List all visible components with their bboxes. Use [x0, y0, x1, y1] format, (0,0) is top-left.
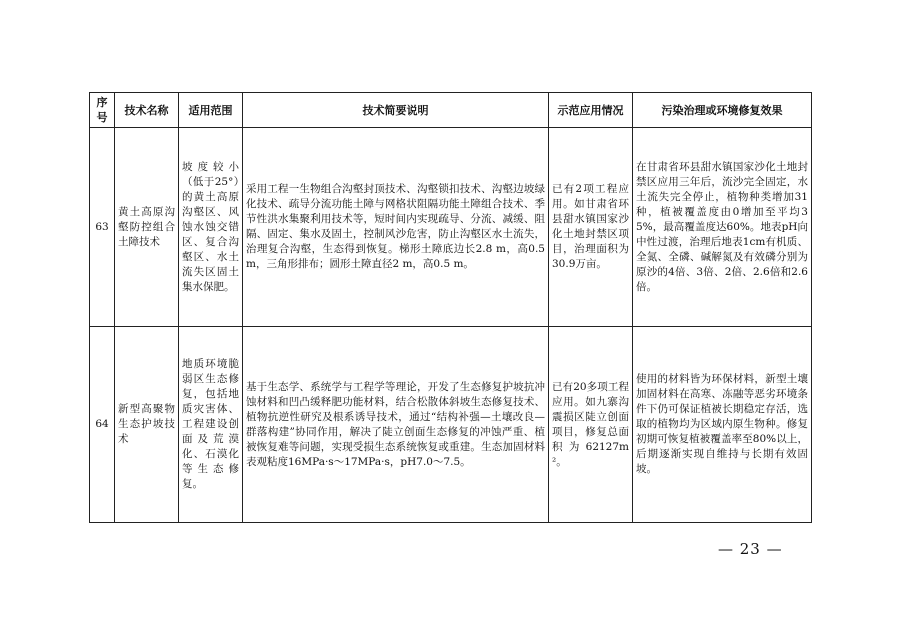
header-number: 序号: [90, 93, 115, 128]
cell-tech-name: 黄土高原沟壑防控组合土障技术: [115, 128, 179, 327]
cell-number: 64: [90, 327, 115, 523]
cell-effect: 在甘肃省环县甜水镇国家沙化土地封禁区应用三年后，流沙完全固定，水土流失完全停止，植物种类增加31种，植被覆盖度由0增加至平均35%，最高覆盖度达60%。地表pH向中性过渡，治理后地表1cm有机质、全氮、全磷、碱解氮及有效磷分别为原沙的4倍、3倍、2倍、2.6倍和2.6倍。: [633, 128, 812, 327]
header-demo: 示范应用情况: [549, 93, 633, 128]
cell-scope: 地质环境脆弱区生态修复，包括地质灾害体、工程建设创面及荒漠化、石漠化等生态修复。: [179, 327, 243, 523]
cell-demo: 已有2项工程应用。如甘肃省环县甜水镇国家沙化土地封禁区项目，治理面积为30.9万亩。: [549, 128, 633, 327]
header-scope: 适用范围: [179, 93, 243, 128]
cell-number: 63: [90, 128, 115, 327]
technology-table: [89, 92, 812, 523]
table-header-row: [90, 93, 812, 128]
header-tech-name: 技术名称: [115, 93, 179, 128]
cell-description: 基于生态学、系统学与工程学等理论，开发了生态修复护坡抗冲蚀材料和凹凸缓释肥功能材料，结合松散体斜坡生态修复技术、植物抗逆性研究及根系诱导技术，通过“结构补强—土壤改良—群落构建”协同作用，解决了陡立创面生态修复的冲蚀严重、植被恢复难等问题，实现受损生态系统恢复或重建。生态加固材料表观粘度16MPa·s～17MPa·s，pH7.0～7.5。: [243, 327, 549, 523]
header-description: 技术简要说明: [243, 93, 549, 128]
table-row: [90, 128, 812, 327]
page-number: — 23 —: [718, 540, 783, 558]
cell-tech-name: 新型高聚物生态护坡技术: [115, 327, 179, 523]
header-effect: 污染治理或环境修复效果: [633, 93, 812, 128]
cell-scope: 坡度较小（低于25°）的黄土高原沟壑区、风蚀水蚀交错区、复合沟壑区、水土流失区固土集水保肥。: [179, 128, 243, 327]
cell-description: 采用工程一生物组合沟壑封顶技术、沟壑锁扣技术、沟壑边坡绿化技术、疏导分流功能土障与网格状阻隔功能土障组合技术、季节性洪水集聚利用技术等，短时间内实现疏导、分流、减缓、阻隔、固定、集水及固土，控制风沙危害，防止沟壑区水土流失，治理复合沟壑，生态得到恢复。梯形土障底边长2.8 m，高0.5 m，三角形排布；圆形土障直径2 m，高0.5 m。: [243, 128, 549, 327]
cell-demo: 已有20多项工程应用。如九寨沟震损区陡立创面项目，修复总面积为62127m²。: [549, 327, 633, 523]
table-row: [90, 327, 812, 523]
cell-effect: 使用的材料皆为环保材料，新型土壤加固材料在高寒、冻融等恶劣环境条件下仍可保证植被长期稳定存活，选取的植物均为区域内原生物种。修复初期可恢复植被覆盖率至80%以上，后期逐渐实现自维持与长期有效固坡。: [633, 327, 812, 523]
